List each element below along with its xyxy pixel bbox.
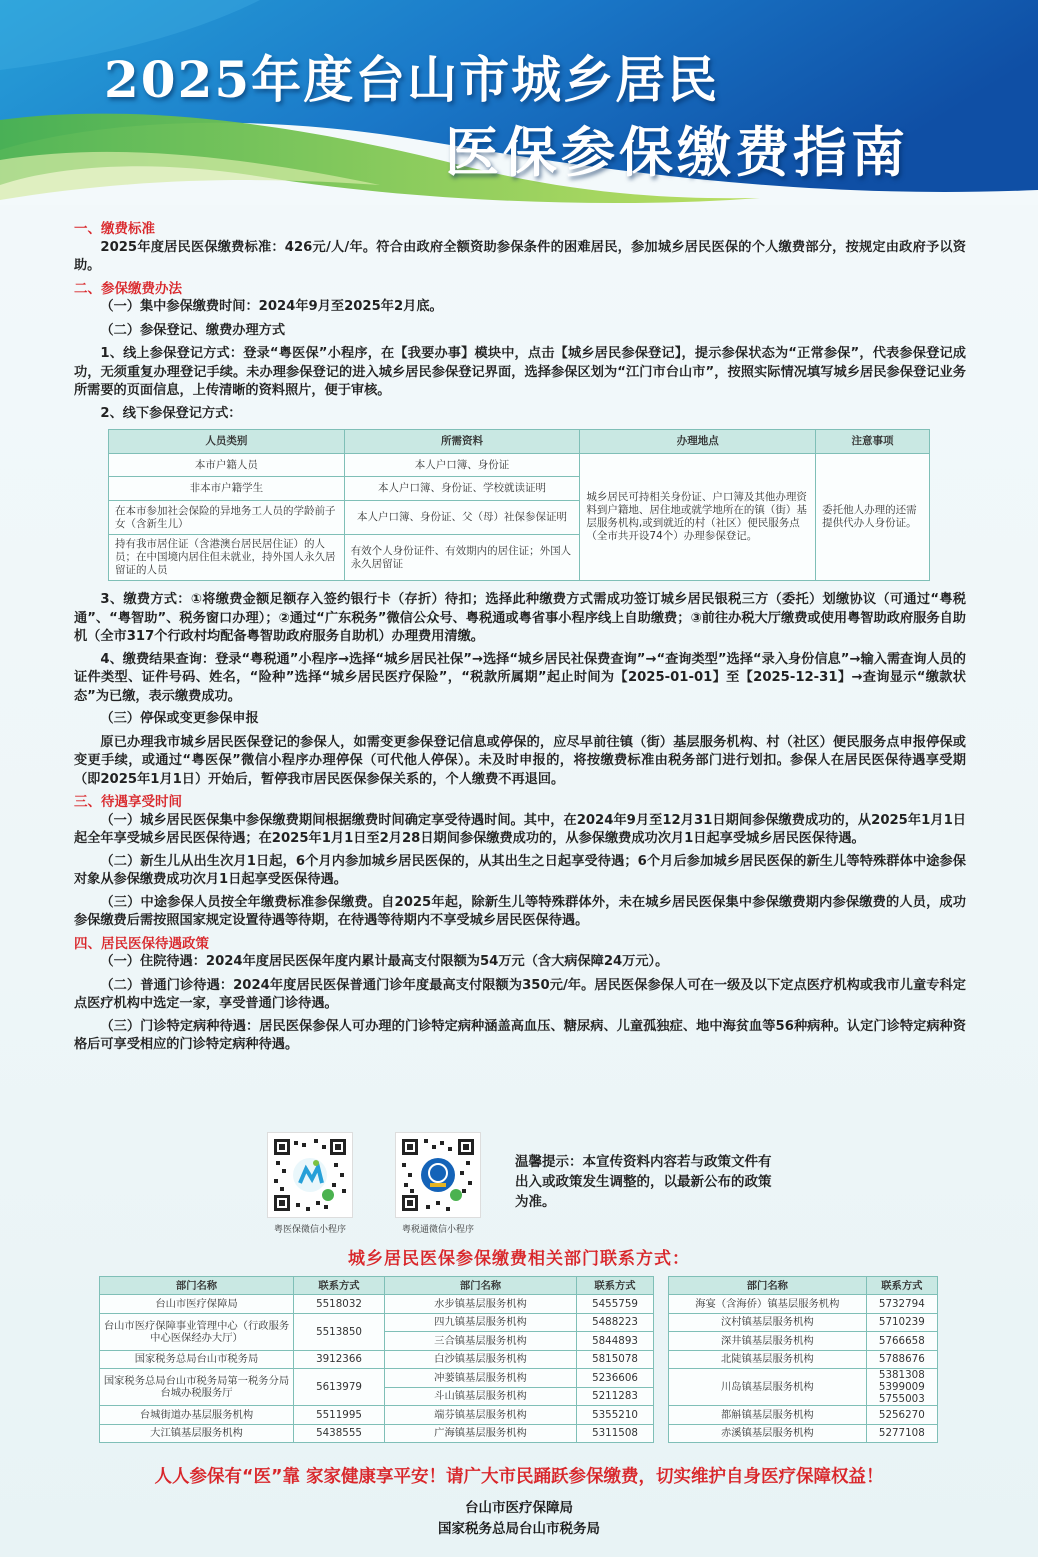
paragraph: （一）城乡居民医保集中参保缴费期间根据缴费时间确定享受待遇时间。其中，在2024年9月至12月31日期间参保缴费成功的，从2025年1月1日起全年享受城乡居民医保待遇；在2025年1月1日至2月28日期间参保缴费成功的，从参保缴费成功次月1日起享受城乡居民医保待遇。 bbox=[74, 812, 966, 846]
offline-registration-table bbox=[108, 429, 930, 581]
phone-number: 5732794 bbox=[866, 1295, 937, 1314]
section-heading-2: 二、参保缴费办法 bbox=[74, 280, 182, 297]
qr-code-icon bbox=[268, 1133, 352, 1217]
dept-name: 台山市医疗保障局 bbox=[100, 1295, 294, 1314]
paragraph: （一）住院待遇：2024年度居民医保年度内累计最高支付限额为54万元（含大病保障24万元）。 bbox=[100, 954, 669, 969]
table-cell: 持有我市居住证（含港澳台居民居住证）的人员；在中国境内居住但未就业，持外国人永久居留证的人员 bbox=[109, 535, 345, 581]
dept-name: 白沙镇基层服务机构 bbox=[385, 1350, 577, 1369]
title-line-1: 2025年度台山市城乡居民 bbox=[104, 50, 720, 109]
dept-name: 汶村镇基层服务机构 bbox=[669, 1313, 867, 1332]
paragraph: 1、线上参保登记方式：登录“粤医保”小程序，在【我要办事】模块中，点击【城乡居民参保登记】，提示参保状态为“正常参保”，代表参保登记成功，无须重复办理登记手续。未办理参保登记的进入城乡居民参保登记界面，选择参保区划为“江门市台山市”，按照实际情况填写城乡居民参保登记业务所需要的页面信息，上传清晰的资料照片，便于审核。 bbox=[74, 346, 966, 398]
table-header: 部门名称 bbox=[385, 1277, 577, 1295]
table-header: 人员类别 bbox=[109, 430, 345, 454]
dept-name: 台山市医疗保障事业管理中心（行政服务中心医保经办大厅） bbox=[100, 1313, 294, 1350]
phone-number: 5513850 bbox=[294, 1313, 385, 1350]
phone-number: 5844893 bbox=[577, 1332, 654, 1351]
paragraph: 3、缴费方式：①将缴费金额足额存入签约银行卡（存折）待扣；选择此种缴费方式需成功签订城乡居民银税三方（委托）划缴协议（可通过“粤税通”、“粤智助”、税务窗口办理）；②通过“广东税务”微信公众号、粤税通或粤省事小程序线上自助缴费；③前往办税大厅缴费或使用粤智助政府服务自助机（全市317个行政村均配备粤智助政府服务自助机）办理费用清缴。 bbox=[74, 592, 966, 644]
phone-number: 5455759 bbox=[577, 1295, 654, 1314]
phone-number: 5710239 bbox=[866, 1313, 937, 1332]
phone-number: 5438555 bbox=[294, 1424, 385, 1443]
phone-number: 5766658 bbox=[866, 1332, 937, 1351]
phone-number: 5277108 bbox=[866, 1424, 937, 1443]
issuer-1: 台山市医疗保障局 bbox=[465, 1500, 573, 1516]
slogan: 人人参保有“医”靠 家家健康享平安！请广大市民踊跃参保缴费，切实维护自身医疗保障权益！ bbox=[154, 1467, 884, 1487]
phone-number: 5613979 bbox=[294, 1369, 385, 1406]
dept-name: 海宴（含海侨）镇基层服务机构 bbox=[669, 1295, 867, 1314]
contacts-table-3 bbox=[668, 1276, 938, 1443]
phone-number: 5488223 bbox=[577, 1313, 654, 1332]
paragraph: 原已办理我市城乡居民医保登记的参保人，如需变更参保登记信息或停保的，应尽早前往镇（街）基层服务机构、村（社区）便民服务点申报停保或变更手续，或通过“粤医保”微信小程序办理停保（可代他人停保）。未及时申报的，将按缴费标准由税务部门进行划扣。参保人在居民医保待遇享受期（即2025年1月1日）开始后，暂停我市居民医保参保关系的，个人缴费不再退回。 bbox=[74, 734, 966, 787]
issuer-2: 国家税务总局台山市税务局 bbox=[438, 1521, 600, 1537]
dept-name: 斗山镇基层服务机构 bbox=[385, 1387, 577, 1406]
dept-name: 都斛镇基层服务机构 bbox=[669, 1406, 867, 1425]
phone-number: 3912366 bbox=[294, 1350, 385, 1369]
dept-name: 四九镇基层服务机构 bbox=[385, 1313, 577, 1332]
paragraph: （二）普通门诊待遇：2024年度居民医保普通门诊年度最高支付限额为350元/年。居民医保参保人可在一级及以下定点医疗机构或我市儿童专科定点医疗机构中选定一家，享受普通门诊待遇。 bbox=[74, 977, 966, 1011]
table-header: 办理地点 bbox=[580, 430, 816, 454]
table-cell: 本人户口簿、身份证 bbox=[344, 454, 580, 477]
paragraph: 2、线下参保登记方式： bbox=[100, 405, 242, 421]
dept-name: 国家税务总局台山市税务局 bbox=[100, 1350, 294, 1369]
title-line-2: 医保参保缴费指南 bbox=[445, 120, 909, 184]
section-heading-4: 四、居民医保待遇政策 bbox=[74, 935, 209, 952]
paragraph: 2025年度居民医保缴费标准：426元/人/年。符合由政府全额资助参保条件的困难居民，参加城乡居民医保的个人缴费部分，按规定由政府予以资助。 bbox=[74, 239, 966, 273]
qr-caption-2: 粤税通微信小程序 bbox=[401, 1225, 474, 1235]
paragraph: （二）新生儿从出生次月1日起，6个月内参加城乡居民医保的，从其出生之日起享受待遇；6个月后参加城乡居民医保的新生儿等特殊群体中途参保对象从参保缴费成功次月1日起享受医保待遇。 bbox=[74, 853, 966, 887]
phone-number: 5211283 bbox=[577, 1387, 654, 1406]
table-cell-location: 城乡居民可持相关身份证、户口簿及其他办理资料到户籍地、居住地或就学地所在的镇（街）基层服务机构,或到就近的村（社区）便民服务点（全市共开设74个）办理参保登记。 bbox=[580, 454, 816, 581]
header-banner bbox=[0, 0, 1038, 205]
phone-number: 5311508 bbox=[577, 1424, 654, 1443]
main-content bbox=[74, 218, 966, 1059]
dept-name: 赤溪镇基层服务机构 bbox=[669, 1424, 867, 1443]
dept-name: 三合镇基层服务机构 bbox=[385, 1332, 577, 1351]
table-header: 注意事项 bbox=[816, 430, 930, 454]
table-cell: 本人户口簿、身份证、学校就读证明 bbox=[344, 477, 580, 501]
table-cell-notice: 委托他人办理的还需提供代办人身份证。 bbox=[816, 454, 930, 581]
phone-number: 5511995 bbox=[294, 1406, 385, 1425]
table-cell: 本市户籍人员 bbox=[109, 454, 345, 477]
dept-name: 冲蒌镇基层服务机构 bbox=[385, 1369, 577, 1388]
table-cell: 本人户口簿、身份证、父（母）社保参保证明 bbox=[344, 501, 580, 535]
table-header: 部门名称 bbox=[669, 1277, 867, 1295]
section-heading-1: 一、缴费标准 bbox=[74, 221, 155, 237]
table-cell: 有效个人身份证件、有效期内的居住证；外国人永久居留证 bbox=[344, 535, 580, 581]
dept-name: 深井镇基层服务机构 bbox=[669, 1332, 867, 1351]
dept-name: 端芬镇基层服务机构 bbox=[385, 1406, 577, 1425]
paragraph: 4、缴费结果查询：登录“粤税通”小程序→选择“城乡居民社保”→选择“城乡居民社保费查询”→“查询类型”选择“录入身份信息”→输入需查询人员的证件类型、证件号码、姓名，“险种”选择“城乡居民医疗保险”，“税款所属期”起止时间为【2025-01-01】至【2025-12-31】→查询显示“缴款状态”为已缴，表示缴费成功。 bbox=[74, 651, 966, 704]
qr-code-icon bbox=[396, 1133, 480, 1217]
dept-name: 水步镇基层服务机构 bbox=[385, 1295, 577, 1314]
paragraph: （二）参保登记、缴费办理方式 bbox=[100, 322, 286, 338]
qr-caption-1: 粤医保微信小程序 bbox=[273, 1225, 346, 1235]
table-cell: 在本市参加社会保险的异地务工人员的学龄前子女（含新生儿） bbox=[109, 501, 345, 535]
paragraph: （三）停保或变更参保申报 bbox=[100, 711, 259, 726]
dept-name: 大江镇基层服务机构 bbox=[100, 1424, 294, 1443]
contacts-title: 城乡居民医保参保缴费相关部门联系方式： bbox=[348, 1249, 690, 1269]
phone-number: 5381308 5399009 5755003 bbox=[866, 1369, 937, 1406]
yueyibao-qr-code[interactable] bbox=[267, 1132, 353, 1218]
phone-number: 5256270 bbox=[866, 1406, 937, 1425]
dept-name: 台城街道办基层服务机构 bbox=[100, 1406, 294, 1425]
phone-number: 5355210 bbox=[577, 1406, 654, 1425]
phone-number: 5236606 bbox=[577, 1369, 654, 1388]
phone-number: 5815078 bbox=[577, 1350, 654, 1369]
section-heading-3: 三、待遇享受时间 bbox=[74, 794, 182, 810]
table-header: 部门名称 bbox=[100, 1277, 294, 1295]
contacts-table-1 bbox=[99, 1276, 385, 1443]
paragraph: （三）中途参保人员按全年缴费标准参保缴费。自2025年起，除新生儿等特殊群体外，未在城乡居民医保集中参保缴费期内参保缴费的人员，成功参保缴费后需按照国家规定设置待遇等待期，在待遇等待期内不享受城乡居民医保待遇。 bbox=[74, 894, 966, 928]
phone-number: 5518032 bbox=[294, 1295, 385, 1314]
dept-name: 川岛镇基层服务机构 bbox=[669, 1369, 867, 1406]
dept-name: 广海镇基层服务机构 bbox=[385, 1424, 577, 1443]
table-header: 所需资料 bbox=[344, 430, 580, 454]
table-header: 联系方式 bbox=[294, 1277, 385, 1295]
paragraph: （三）门诊特定病种待遇：居民医保参保人可办理的门诊特定病种涵盖高血压、糖尿病、儿童孤独症、地中海贫血等56种病种。认定门诊特定病种资格后可享受相应的门诊特定病种待遇。 bbox=[74, 1018, 966, 1052]
yueshuitong-qr-code[interactable] bbox=[395, 1132, 481, 1218]
paragraph: （一）集中参保缴费时间：2024年9月至2025年2月底。 bbox=[100, 299, 443, 314]
contacts-table-2 bbox=[384, 1276, 654, 1443]
warm-tip: 温馨提示：本宣传资料内容若与政策文件有出入或政策发生调整的，以最新公布的政策为准。 bbox=[515, 1154, 772, 1210]
table-header: 联系方式 bbox=[577, 1277, 654, 1295]
table-cell: 非本市户籍学生 bbox=[109, 477, 345, 501]
dept-name: 国家税务总局台山市税务局第一税务分局台城办税服务厅 bbox=[100, 1369, 294, 1406]
table-header: 联系方式 bbox=[866, 1277, 937, 1295]
dept-name: 北陡镇基层服务机构 bbox=[669, 1350, 867, 1369]
phone-number: 5788676 bbox=[866, 1350, 937, 1369]
